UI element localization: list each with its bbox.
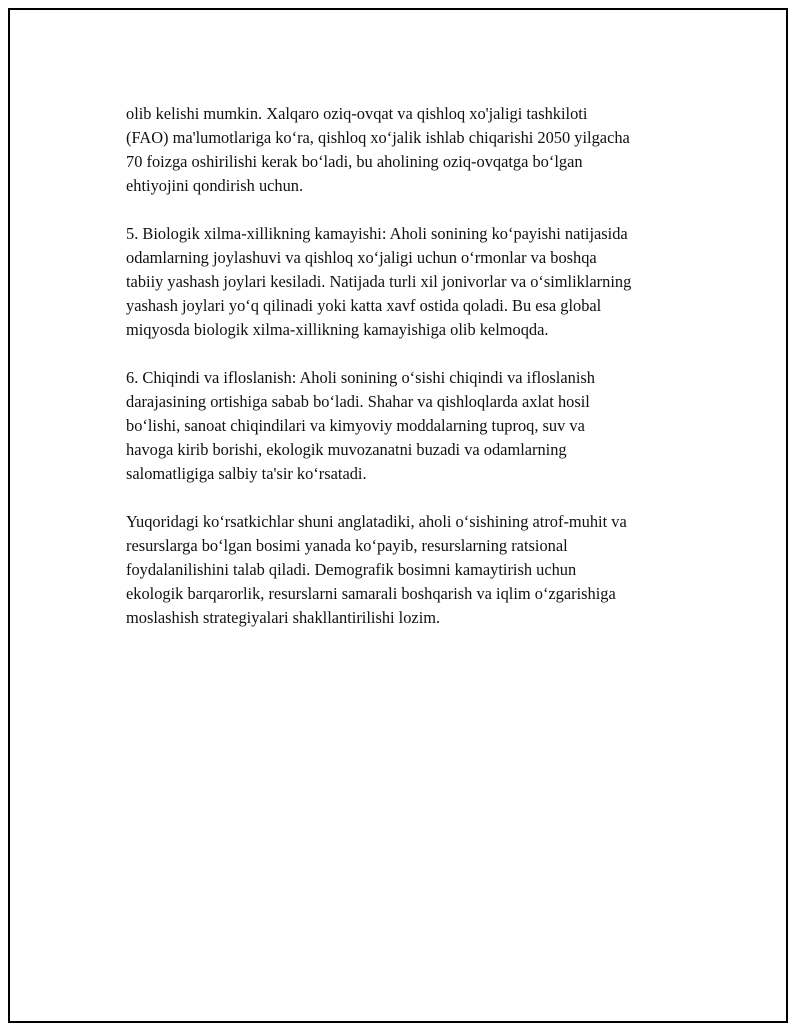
paragraph-food-production: olib kelishi mumkin. Xalqaro oziq-ovqat va qishloq xo'jaligi tashkiloti (FAO) ma'lumotlariga ko‘ra, qishloq xo‘jalik ishlab chiqarishi 2050 yilgacha 70 foizga oshirilishi kerak bo‘ladi, bu aholining oziq-ovqatga bo‘lgan ehtiyojini qondirish uchun. — [126, 104, 630, 195]
page-frame — [8, 8, 788, 1023]
paragraph-conclusion: Yuqoridagi ko‘rsatkichlar shuni anglatadiki, aholi o‘sishining atrof-muhit va resurslarga bo‘lgan bosimi yanada ko‘payib, resurslarning ratsional foydalanilishini talab qiladi. Demografik bosimni kamaytirish uchun ekologik barqarorlik, resurslarni samarali boshqarish va iqlim o‘zgarishiga moslashish strategiyalari shakllantirilishi lozim. — [126, 512, 627, 627]
paragraph-biodiversity-loss: 5. Biologik xilma-xillikning kamayishi: Aholi sonining ko‘payishi natijasida odamlarning joylashuvi va qishloq xo‘jaligi uchun o‘rmonlar va boshqa tabiiy yashash joylari kesiladi. Natijada turli xil jonivorlar va o‘simliklarning yashash joylari yo‘q qilinadi yoki katta xavf ostida qoladi. Bu esa global miqyosda biologik xilma-xillikning kamayishiga olib kelmoqda. — [126, 224, 632, 339]
paragraph-waste-pollution: 6. Chiqindi va ifloslanish: Aholi sonining o‘sishi chiqindi va ifloslanish darajasining ortishiga sabab bo‘ladi. Shahar va qishloqlarda axlat hosil bo‘lishi, sanoat chiqindilari va kimyoviy moddalarning tuproq, suv va havoga kirib borishi, ekologik muvozanatni buzadi va odamlarning salomatligiga salbiy ta'sir ko‘rsatadi. — [126, 368, 595, 483]
document-body — [126, 102, 706, 654]
